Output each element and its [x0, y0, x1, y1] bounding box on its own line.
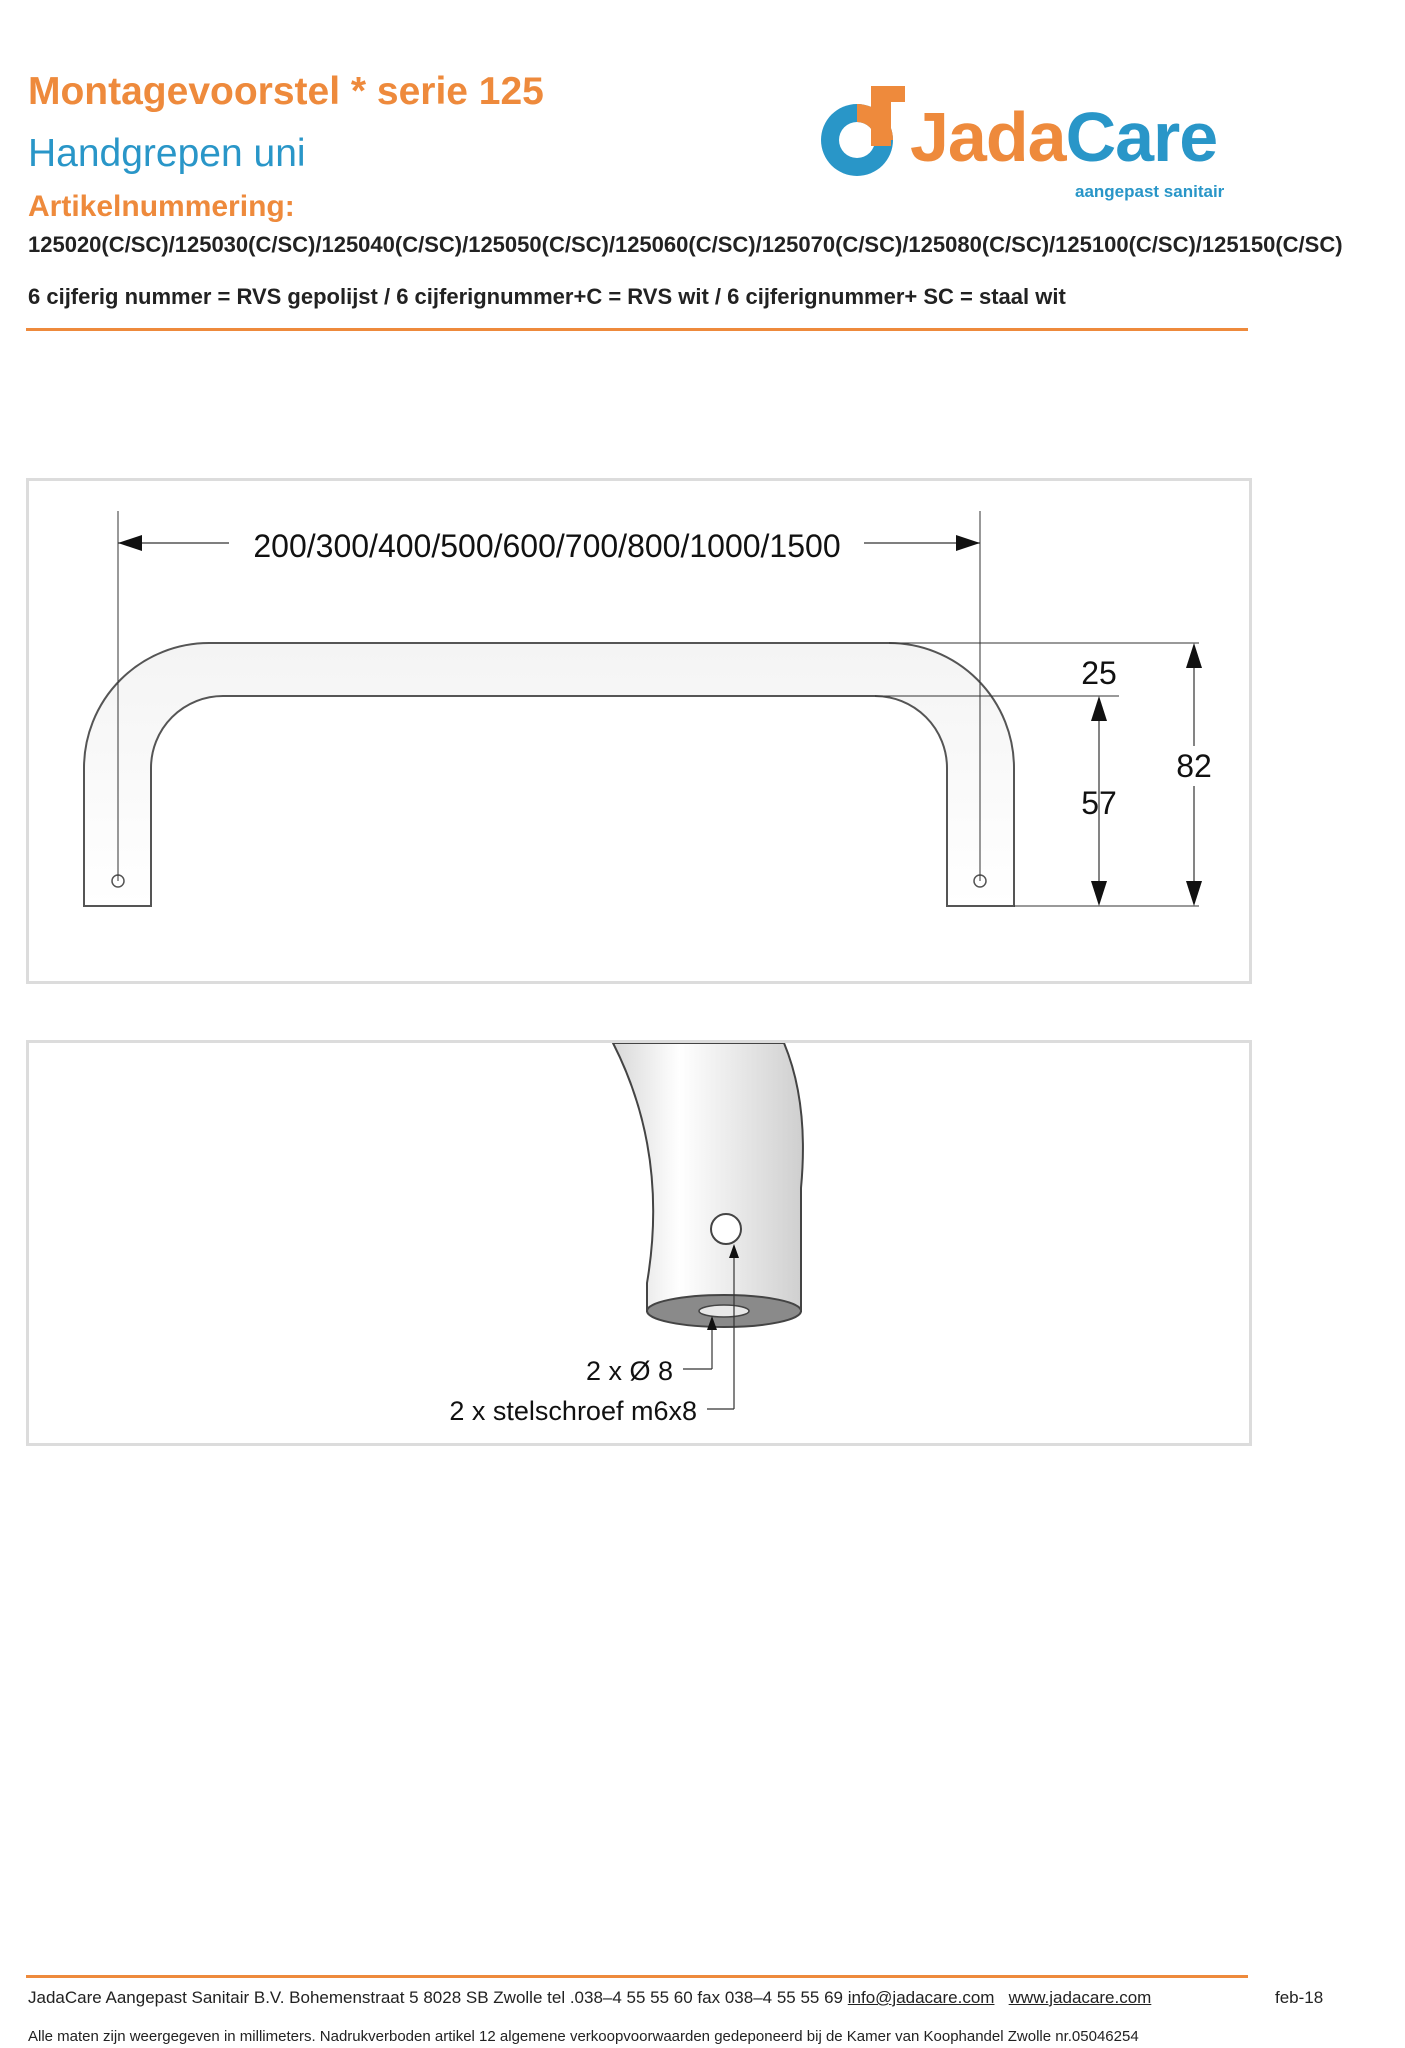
footer-date: feb-18 [1275, 1988, 1324, 2007]
detail-view-drawing [29, 1043, 1249, 1443]
header-divider [26, 328, 1248, 331]
detail-view-panel [26, 1040, 1252, 1446]
set-screw-label: 2 x stelschroef m6x8 [449, 1396, 697, 1426]
footer-divider [26, 1975, 1248, 1978]
article-heading: Artikelnummering: [28, 190, 295, 223]
logo-wordmark [910, 98, 1218, 176]
handle-tube [84, 643, 1014, 906]
hole-diameter-label: 2 x Ø 8 [585, 1356, 673, 1386]
footer-contact [28, 1988, 1151, 2008]
front-view-panel [26, 478, 1252, 984]
tube-bore [699, 1305, 749, 1317]
footer-website-link[interactable]: www.jadacare.com [1008, 1988, 1152, 2007]
logo-word-jada: Jada [910, 98, 1066, 176]
side-screw-hole [711, 1214, 741, 1244]
front-view-drawing [29, 481, 1249, 981]
dim-total-label: 82 [1176, 748, 1212, 784]
dim-tube-label: 25 [1081, 655, 1117, 691]
logo-mark-icon [815, 82, 915, 182]
dim-inner-label: 57 [1081, 785, 1117, 821]
footer-email-link[interactable]: info@jadacare.com [847, 1988, 995, 2007]
article-legend: 6 cijferig nummer = RVS gepolijst / 6 cijferignummer+C = RVS wit / 6 cijferignummer+ SC = staal wit [28, 284, 1066, 309]
jadacare-logo [815, 82, 1235, 207]
footer-company: JadaCare Aangepast Sanitair B.V. Bohemenstraat 5 8028 SB Zwolle tel .038–4 55 55 60 fax 038–4 55 55 69 [28, 1988, 844, 2007]
handle-leg [613, 1043, 803, 1311]
logo-tagline: aangepast sanitair [1075, 182, 1225, 201]
logo-word-care: Care [1065, 98, 1218, 176]
page-title: Montagevoorstel * serie 125 [28, 70, 544, 113]
article-numbers: 125020(C/SC)/125030(C/SC)/125040(C/SC)/125050(C/SC)/125060(C/SC)/125070(C/SC)/125080(C/SC)/125100(C/SC)/125150(C/SC) [28, 232, 1343, 257]
page-subtitle: Handgrepen uni [28, 132, 306, 175]
footer-legal: Alle maten zijn weergegeven in millimeters. Nadrukverboden artikel 12 algemene verkoopvoorwaarden gedeponeerd bij de Kamer van Koophandel Zwolle nr.05046254 [28, 2028, 1139, 2045]
length-dimension-label: 200/300/400/500/600/700/800/1000/1500 [253, 528, 841, 564]
